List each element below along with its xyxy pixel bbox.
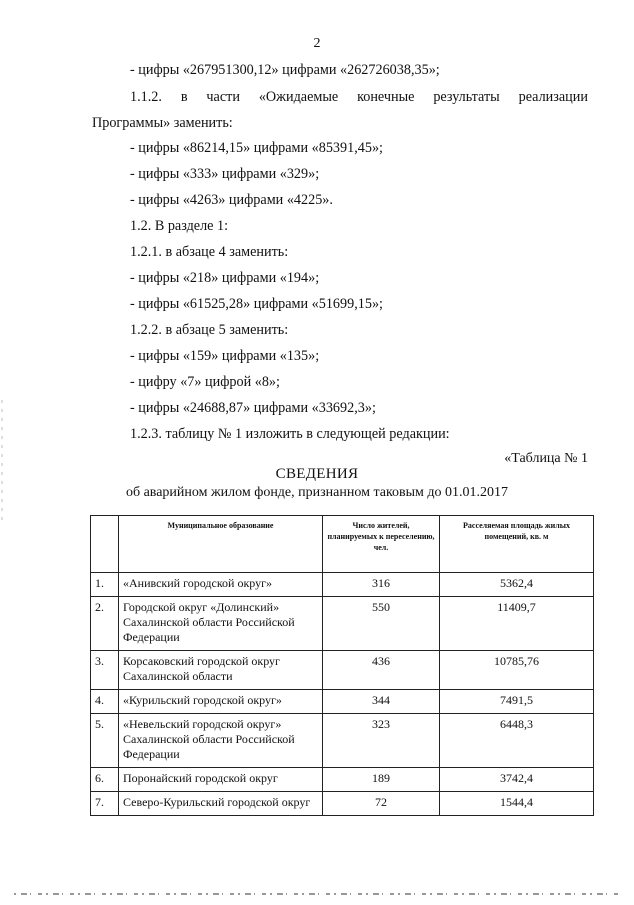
row-area: 7491,5 [440, 690, 594, 714]
table-row [91, 651, 594, 690]
text-line-12: - цифры «159» цифрами «135»; [130, 348, 320, 364]
row-municipality: «Курильский городской округ» [119, 690, 323, 714]
word: реализации [518, 89, 588, 105]
row-number: 1. [91, 573, 119, 597]
row-residents: 72 [323, 792, 440, 816]
row-municipality: Поронайский городской округ [119, 768, 323, 792]
row-residents: 550 [323, 597, 440, 651]
text-line-10: - цифры «61525,28» цифрами «51699,15»; [130, 296, 383, 312]
text-line-2 [130, 88, 588, 106]
row-number: 2. [91, 597, 119, 651]
text-line-14: - цифры «24688,87» цифрами «33692,3»; [130, 400, 376, 416]
text-line-13: - цифру «7» цифрой «8»; [130, 374, 280, 390]
row-municipality: Городской округ «Долинский» Сахалинской области Российской Федерации [119, 597, 323, 651]
table-row [91, 573, 594, 597]
table-row [91, 597, 594, 651]
text-line-3: Программы» заменить: [92, 115, 233, 131]
row-number: 5. [91, 714, 119, 768]
scan-artifact-strip [14, 891, 620, 897]
row-area: 1544,4 [440, 792, 594, 816]
row-area: 3742,4 [440, 768, 594, 792]
row-area: 5362,4 [440, 573, 594, 597]
header-area: Расселяемая площадь жилых помещений, кв. м [440, 516, 594, 573]
text-line-5: - цифры «333» цифрами «329»; [130, 166, 320, 182]
header-number [91, 516, 119, 573]
row-number: 4. [91, 690, 119, 714]
scan-edge-mark [1, 400, 3, 520]
row-residents: 316 [323, 573, 440, 597]
row-municipality: Северо-Курильский городской округ [119, 792, 323, 816]
table-number-label: «Таблица № 1 [504, 451, 588, 466]
row-area: 6448,3 [440, 714, 594, 768]
text-line-4: - цифры «86214,15» цифрами «85391,45»; [130, 140, 383, 156]
row-residents: 323 [323, 714, 440, 768]
row-residents: 436 [323, 651, 440, 690]
word: результаты [433, 89, 500, 105]
row-number: 3. [91, 651, 119, 690]
text-line-1: - цифры «267951300,12» цифрами «262726038,35»; [130, 62, 440, 78]
text-line-6: - цифры «4263» цифрами «4225». [130, 192, 333, 208]
header-residents: Число жителей, планируемых к переселению, чел. [323, 516, 440, 573]
text-line-7: 1.2. В разделе 1: [130, 218, 229, 234]
word: в [180, 89, 188, 105]
table-row [91, 714, 594, 768]
word: 1.1.2. [130, 89, 162, 105]
header-municipality: Муниципальное образование [119, 516, 323, 573]
row-municipality: Корсаковский городской округ Сахалинской области [119, 651, 323, 690]
row-residents: 344 [323, 690, 440, 714]
table-row [91, 690, 594, 714]
row-area: 10785,76 [440, 651, 594, 690]
word: конечные [357, 89, 415, 105]
row-area: 11409,7 [440, 597, 594, 651]
word: «Ожидаемые [258, 89, 339, 105]
text-line-11: 1.2.2. в абзаце 5 заменить: [130, 322, 289, 338]
table-header-row [91, 516, 594, 573]
table-row [91, 768, 594, 792]
row-municipality: «Анивский городской округ» [119, 573, 323, 597]
word: части [206, 89, 240, 105]
row-number: 6. [91, 768, 119, 792]
row-residents: 189 [323, 768, 440, 792]
text-line-15: 1.2.3. таблицу № 1 изложить в следующей редакции: [130, 426, 450, 442]
table-subtitle: об аварийном жилом фонде, признанном таковым до 01.01.2017 [125, 485, 509, 500]
text-line-8: 1.2.1. в абзаце 4 заменить: [130, 244, 289, 260]
emergency-housing-table [90, 515, 594, 816]
row-municipality: «Невельский городской округ» Сахалинской области Российской Федерации [119, 714, 323, 768]
row-number: 7. [91, 792, 119, 816]
table-title: СВЕДЕНИЯ [275, 466, 359, 482]
text-line-9: - цифры «218» цифрами «194»; [130, 270, 320, 286]
page-number: 2 [313, 36, 321, 51]
table-row [91, 792, 594, 816]
